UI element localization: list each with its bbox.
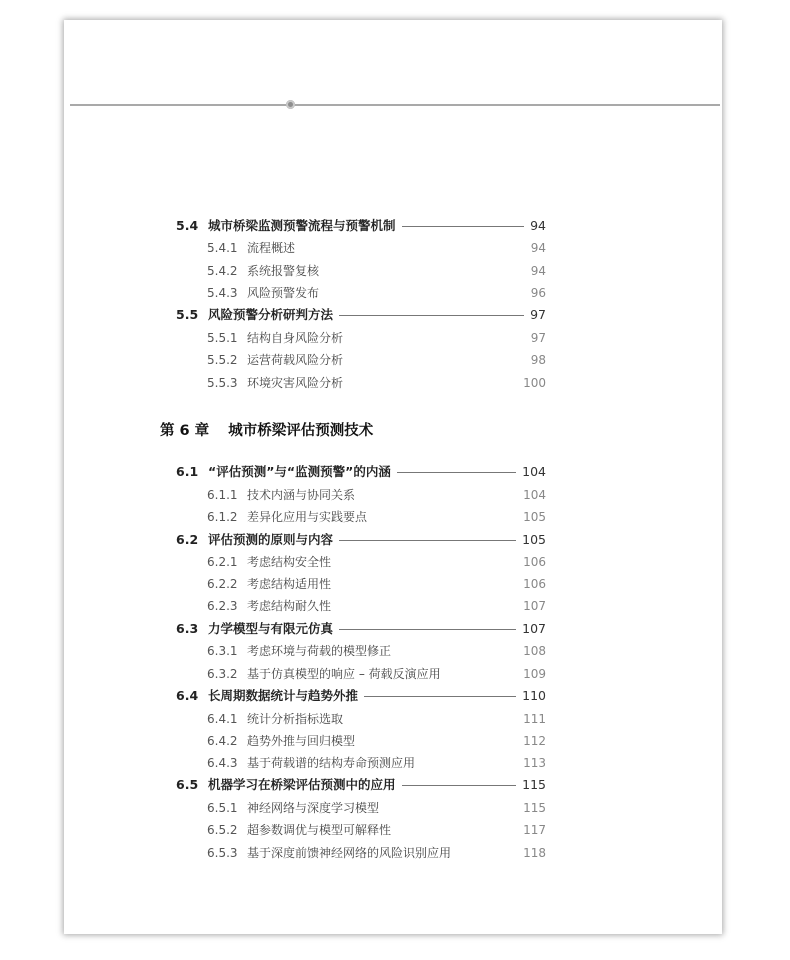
toc-subsection-number: 5.4.2 — [207, 264, 238, 278]
toc-subsection-title: 结构自身风险分析 — [247, 331, 344, 345]
toc-page-number: 106 — [523, 577, 546, 591]
toc-subsection-number: 5.4.3 — [207, 286, 238, 300]
toc-section-number: 6.2 — [176, 532, 199, 547]
toc-page-number: 98 — [530, 353, 546, 367]
toc-subsection-title: 统计分析指标选取 — [247, 712, 344, 726]
toc-page-number: 97 — [530, 331, 546, 345]
toc-subsection-title: 神经网络与深度学习模型 — [247, 801, 380, 815]
toc-section-number: 6.3 — [176, 621, 199, 636]
toc-page-number: 105 — [523, 510, 546, 524]
toc-subsection-number: 6.1.2 — [207, 510, 238, 524]
toc-subsection-title: 考虑结构耐久性 — [247, 599, 332, 613]
toc-section-title: 力学模型与有限元仿真 — [208, 621, 334, 636]
toc-subsection-6-4-3[interactable] — [207, 753, 546, 773]
toc-subsection-6-3-2[interactable] — [207, 664, 546, 684]
toc-subsection-title: 趋势外推与回归模型 — [247, 734, 356, 748]
toc-subsection-number: 6.2.2 — [207, 577, 238, 591]
toc-subsection-number: 6.4.3 — [207, 756, 238, 770]
toc-subsection-number: 6.2.3 — [207, 599, 238, 613]
toc-page-number: 96 — [530, 286, 546, 300]
toc-subsection-6-4-1[interactable] — [207, 709, 546, 729]
toc-subsection-5-4-2[interactable] — [207, 261, 546, 281]
toc-page-number: 110 — [522, 688, 546, 703]
toc-subsection-6-2-3[interactable] — [207, 596, 546, 616]
toc-subsection-number: 5.5.3 — [207, 376, 238, 390]
toc-subsection-number: 6.4.1 — [207, 712, 238, 726]
toc-page-number: 118 — [523, 846, 546, 860]
toc-subsection-number: 5.5.1 — [207, 331, 238, 345]
toc-page-number: 104 — [522, 464, 546, 479]
toc-page-number: 97 — [530, 307, 546, 322]
toc-page-number: 109 — [523, 667, 546, 681]
toc-subsection-5-5-1[interactable] — [207, 328, 546, 348]
toc-section-6-4[interactable] — [176, 686, 546, 706]
toc-page-number: 104 — [523, 488, 546, 502]
toc-subsection-number: 6.2.1 — [207, 555, 238, 569]
toc-subsection-5-4-3[interactable] — [207, 283, 546, 303]
toc-leader-line — [339, 629, 516, 630]
toc-section-5-5[interactable] — [176, 305, 546, 325]
toc-section-title: 长周期数据统计与趋势外推 — [208, 688, 359, 703]
toc-subsection-6-1-1[interactable] — [207, 485, 546, 505]
toc-subsection-6-2-2[interactable] — [207, 574, 546, 594]
toc-page-number: 108 — [523, 644, 546, 658]
toc-section-title: 评估预测的原则与内容 — [208, 532, 334, 547]
toc-section-title: 城市桥梁监测预警流程与预警机制 — [208, 218, 396, 233]
toc-section-number: 5.5 — [176, 307, 199, 322]
toc-subsection-number: 6.4.2 — [207, 734, 238, 748]
toc-page-number: 117 — [523, 823, 546, 837]
toc-page-number: 107 — [522, 621, 546, 636]
toc-section-6-5[interactable] — [176, 775, 546, 795]
header-rule — [70, 104, 720, 106]
toc-subsection-title: 技术内涵与协同关系 — [247, 488, 356, 502]
toc-subsection-title: 基于深度前馈神经网络的风险识别应用 — [247, 846, 452, 860]
toc-subsection-title: 差异化应用与实践要点 — [247, 510, 368, 524]
toc-subsection-number: 5.5.2 — [207, 353, 238, 367]
toc-subsection-6-2-1[interactable] — [207, 552, 546, 572]
toc-section-6-1[interactable] — [176, 462, 546, 482]
toc-subsection-title: 基于仿真模型的响应 – 荷载反演应用 — [247, 667, 441, 681]
toc-subsection-title: 考虑环境与荷载的模型修正 — [247, 644, 392, 658]
toc-section-title: 风险预警分析研判方法 — [208, 307, 334, 322]
toc-subsection-number: 6.5.3 — [207, 846, 238, 860]
toc-leader-line — [402, 785, 517, 786]
toc-subsection-5-5-3[interactable] — [207, 373, 546, 393]
toc-subsection-title: 考虑结构安全性 — [247, 555, 332, 569]
toc-section-title: 机器学习在桥梁评估预测中的应用 — [208, 777, 396, 792]
toc-section-5-4[interactable] — [176, 216, 546, 236]
toc-subsection-6-5-2[interactable] — [207, 820, 546, 840]
toc-subsection-title: 超参数调优与模型可解释性 — [247, 823, 392, 837]
toc-subsection-6-5-1[interactable] — [207, 798, 546, 818]
toc-subsection-title: 考虑结构适用性 — [247, 577, 332, 591]
toc-page-number: 113 — [523, 756, 546, 770]
chapter-title: 城市桥梁评估预测技术 — [228, 423, 374, 439]
toc-subsection-number: 6.1.1 — [207, 488, 238, 502]
toc-subsection-5-5-2[interactable] — [207, 350, 546, 370]
toc-page-number: 107 — [523, 599, 546, 613]
toc-section-title: “评估预测”与“监测预警”的内涵 — [208, 464, 391, 479]
header-ornament-dot — [286, 100, 295, 109]
toc-subsection-title: 环境灾害风险分析 — [247, 376, 344, 390]
toc-leader-line — [339, 315, 524, 316]
toc-page-number: 115 — [523, 801, 546, 815]
toc-page-number: 111 — [523, 712, 546, 726]
toc-page-number: 94 — [530, 264, 546, 278]
toc-subsection-title: 运营荷载风险分析 — [247, 353, 344, 367]
toc-leader-line — [402, 226, 525, 227]
toc-leader-line — [364, 696, 516, 697]
toc-subsection-6-5-3[interactable] — [207, 843, 546, 863]
toc-subsection-number: 5.4.1 — [207, 241, 238, 255]
toc-subsection-6-3-1[interactable] — [207, 641, 546, 661]
toc-subsection-number: 6.3.1 — [207, 644, 238, 658]
toc-subsection-number: 6.5.2 — [207, 823, 238, 837]
toc-section-6-3[interactable] — [176, 619, 546, 639]
chapter-number: 第 6 章 — [160, 423, 210, 439]
toc-subsection-5-4-1[interactable] — [207, 238, 546, 258]
toc-section-number: 5.4 — [176, 218, 199, 233]
toc-subsection-6-4-2[interactable] — [207, 731, 546, 751]
toc-subsection-title: 基于荷载谱的结构寿命预测应用 — [247, 756, 416, 770]
toc-page-number: 105 — [522, 532, 546, 547]
toc-leader-line — [339, 540, 516, 541]
toc-section-number: 6.5 — [176, 777, 199, 792]
toc-page-number: 115 — [522, 777, 546, 792]
toc-subsection-number: 6.5.1 — [207, 801, 238, 815]
toc-subsection-title: 流程概述 — [247, 241, 296, 255]
toc-subsection-title: 系统报警复核 — [247, 264, 320, 278]
toc-page-number: 112 — [523, 734, 546, 748]
toc-subsection-title: 风险预警发布 — [247, 286, 320, 300]
toc-page-number: 94 — [530, 218, 546, 233]
toc-section-number: 6.1 — [176, 464, 199, 479]
toc-subsection-6-1-2[interactable] — [207, 507, 546, 527]
toc-page-number: 94 — [530, 241, 546, 255]
toc-subsection-number: 6.3.2 — [207, 667, 238, 681]
toc-page-number: 100 — [523, 376, 546, 390]
toc-leader-line — [397, 472, 516, 473]
toc-page-number: 106 — [523, 555, 546, 569]
chapter-heading[interactable] — [160, 420, 373, 442]
toc-section-6-2[interactable] — [176, 530, 546, 550]
toc-section-number: 6.4 — [176, 688, 199, 703]
